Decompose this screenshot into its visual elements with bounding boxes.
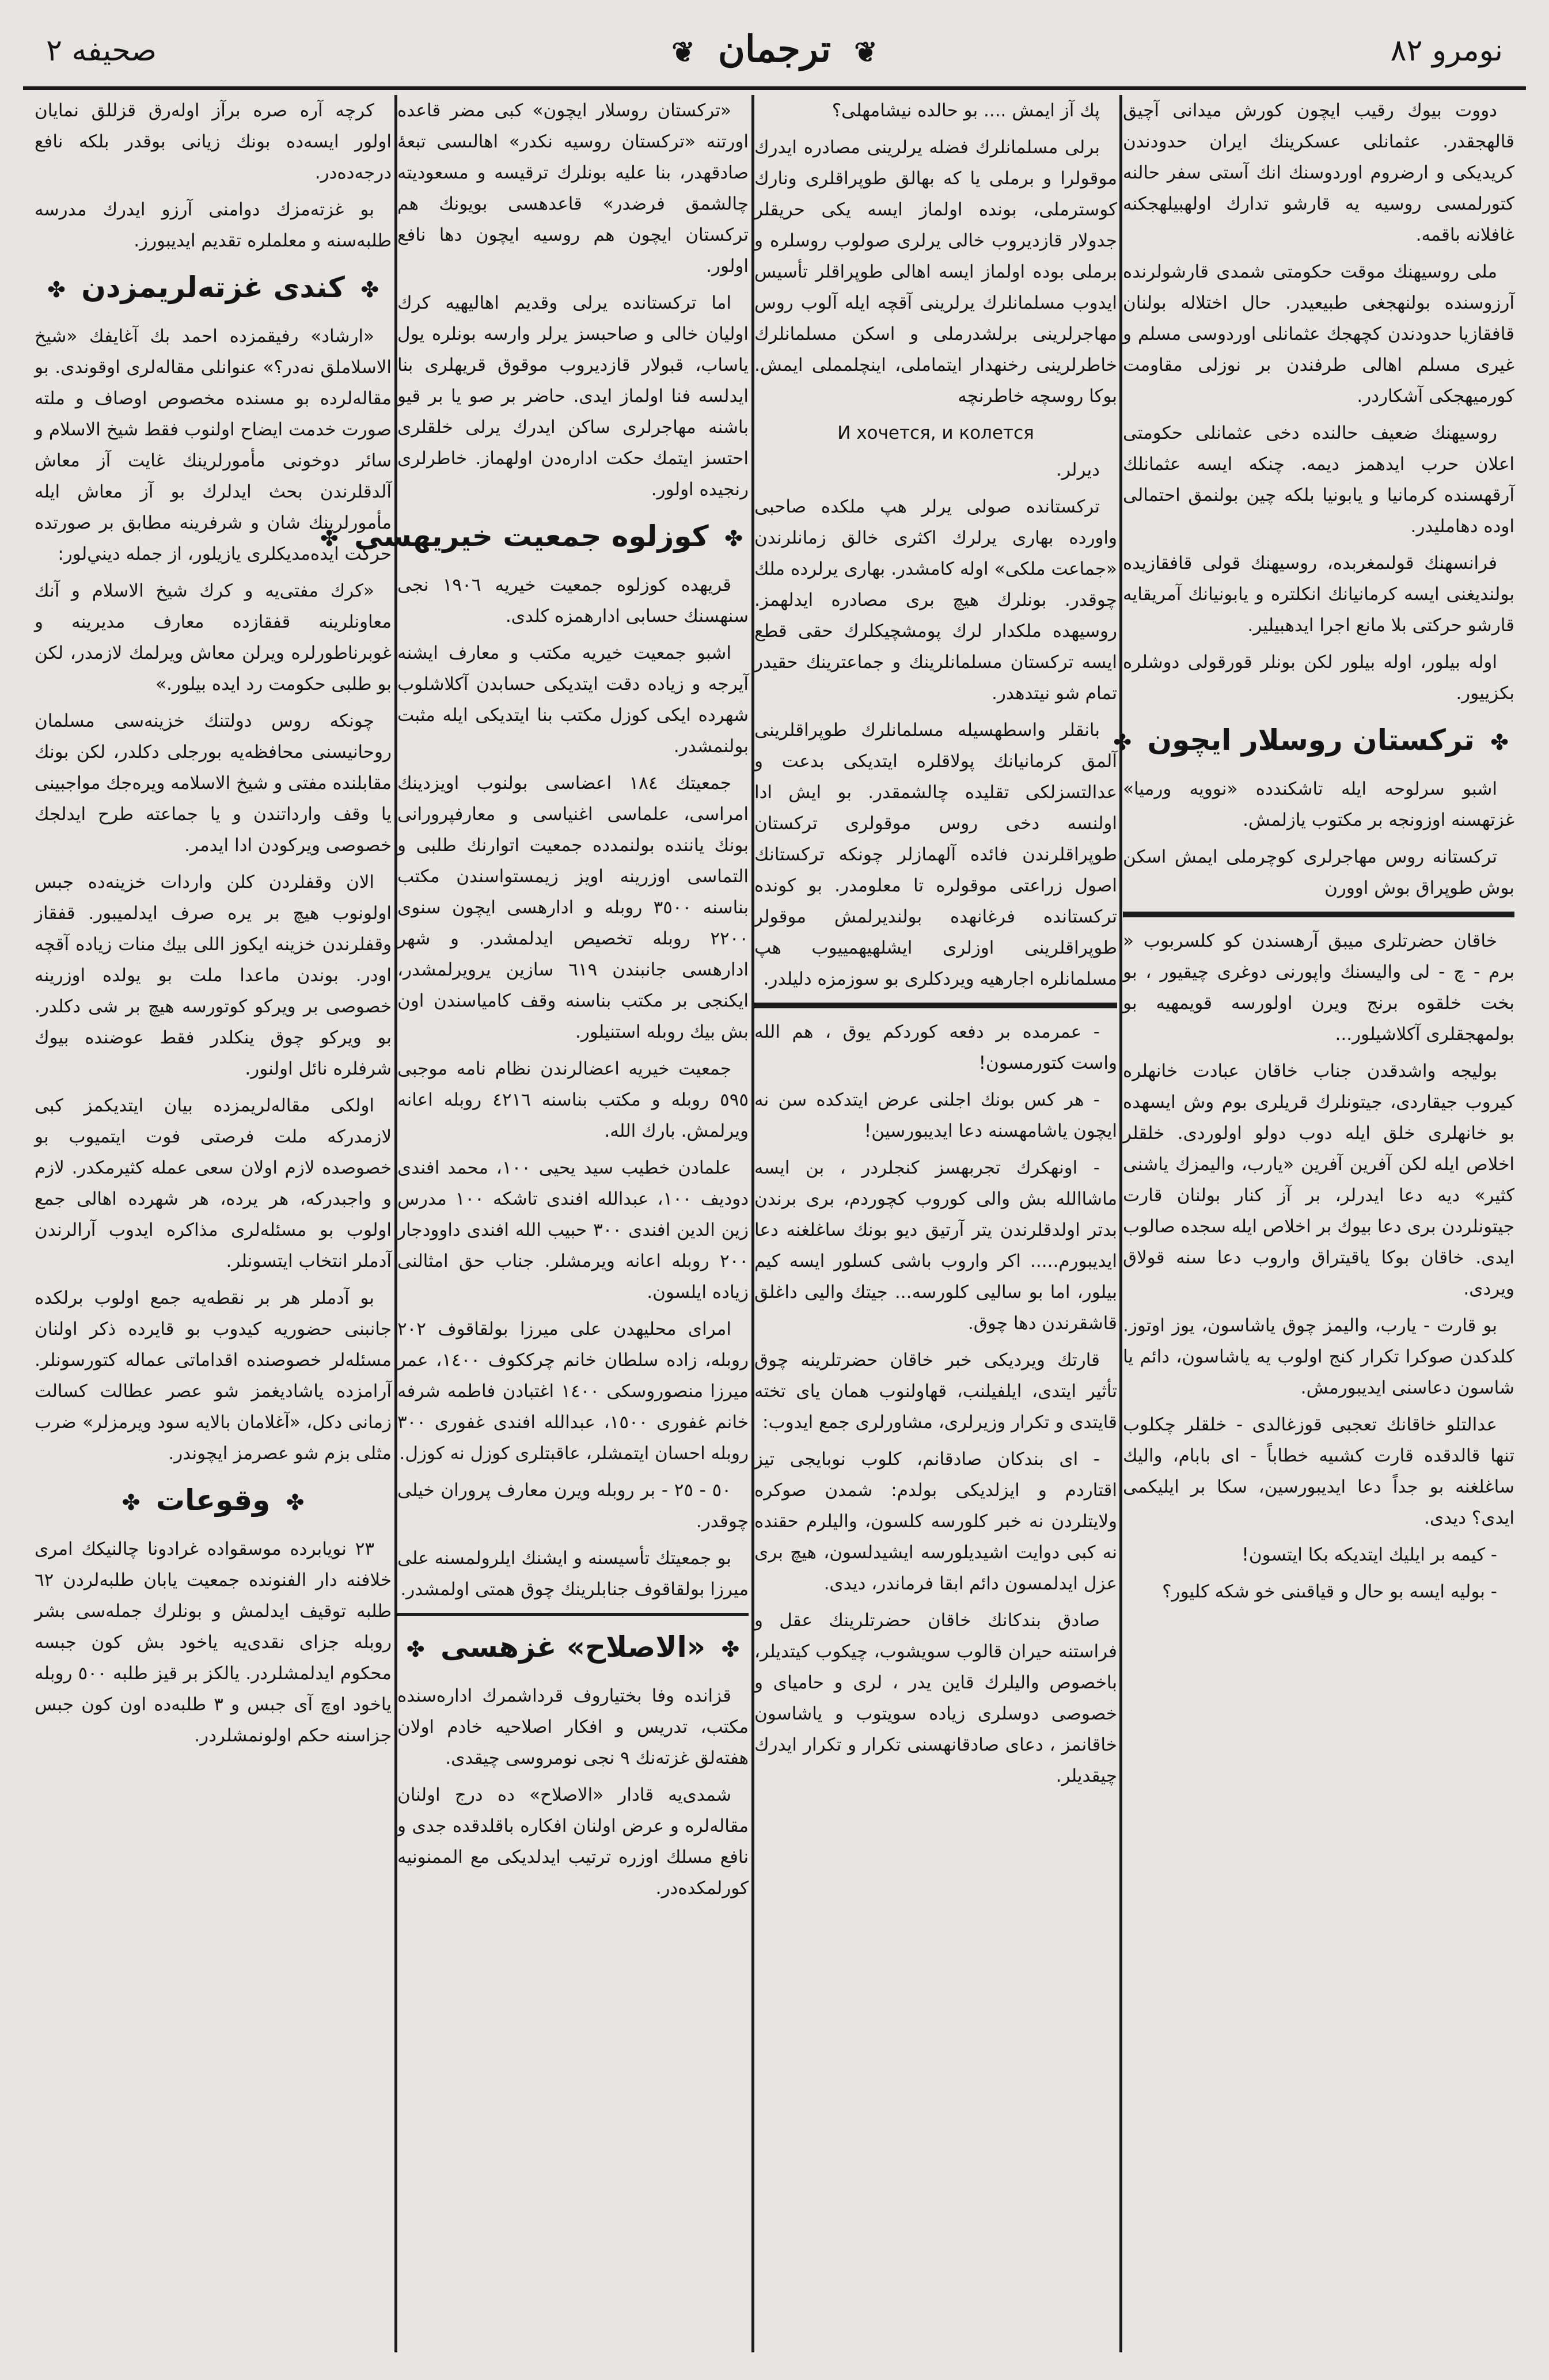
col4-article-1 [35,95,392,256]
section-divider [754,1003,1117,1008]
paragraph: - كيمه بر ايليك ايتديكه بكا ايتسون! [1242,1544,1497,1565]
ornament-icon: ✤ [1113,730,1132,755]
paragraph: بانقلر واسطهسيله مسلمانلرك طوپراقلرينى آلمق كرمانيانك پولاقلره ايتديكى بدعت و عدالتسزلكى تقليده چالشمقدر. بو ايش ادا اولنسه دخى روس موقولرى تركستان طوپراقلرندن فائده آلهمازلر چونكه تركستانك اصول زراعتى موقولره تا معلومدر. بو كونده تركستانده فرغانهده بولنديرلمش موقولر طوپراقلرينى اوزلرى ايشلهيهمييوب هپ مسلمانلره اجارهيه ويردكلرى بو سوزمزه دليلدر. [754,720,1117,989]
ornament-icon: ✤ [724,526,743,551]
paragraph: بو آدملر هر بر نقطه‌يه جمع اولوب برلكده جانبنى حضوريه كيدوب بو قايرده ذكر اولنان مسئله‌لر خصوصنده اقداماتى عماله كتورسونلر. آرامزده ياشاديغمز شو عصر عطالت كسالت زمانى دكل، «آغلامان بالايه سود ويرمزلر» ضرب مثلى بزم شو عصرمز ايچوندر. [35,1288,392,1464]
paragraph: صادق بندكانك خاقان حضرتلرينك عقل و فراستنه حيران قالوب سويشوب، چيكوب كيتديلر، باخصوص واليلرك قاين يدر ، لرى و حامياى و خصوصى دوسلرى زياده سويتوب و ياشاسون خاقانمز ، دعاى صادقانهسنى تكرار و تكرار ايدرك چيقديلر. [754,1610,1117,1786]
headline-text: كوزلوه جمعيت خيريهسى [354,519,709,553]
column-divider [1119,95,1122,2352]
col4-article-3 [35,1533,392,1751]
paragraph: ٥٠ - ٢٥ - بر روبله ويرن معارف پروران خيلى چوقدر. [397,1480,749,1532]
col1-article-1 [1123,95,1514,709]
page-number: صحيفه ٢ [46,33,157,68]
paragraph: تركستانه روس مهاجرلرى كوچرملى ايمش اسكن بوش طوپراق بوش اوورن [1123,847,1514,898]
ornament-icon: ✤ [122,1490,141,1515]
paragraph: بو جمعيتك تأسيسنه و ايشنك ايلرولمسنه على ميرزا بولقاقوف جنابلرينك چوق همتى اولمشدر. [397,1548,749,1600]
paragraph: دووت بيوك رقيب ايچون كورش ميدانى آچيق قالهجقدر. عثمانلى عسكرينك ايران حدودندن كريديكى و ارضروم اوردوسنك انك آستى سفر حالنه كتورلمسى روسيه يه قارشو تدارك اولهبيلهجكنه غافلانه باقمه. [1123,100,1514,245]
paragraph: ٢٣ نويابرده موسقواده غرادونا چالنيكك امرى خلافنه دار الفنونده جمعيت يابان طلبه‌لردن ٦٢ طلبه توقيف ايدلمش و بونلرك جمله‌سى بشر روبله جزاى نقدى‌يه ياخود بش كون جبسه محكوم ايدلمشلردر. يالكز بر قيز طلبه ٥٠٠ روبله ياخود اوچ آى جبس و ٣ طلبه‌ده اون كون جبس جزاسنه حكم اولونمشلردر. [35,1539,392,1746]
col3-article-3 [397,1680,749,1904]
ornament-left-icon: ❦ [671,36,695,69]
newspaper-title [23,28,1526,71]
paragraph: - بوليه ايسه بو حال و قياقىنى خو شكه كليور؟ [1162,1581,1497,1602]
col2-article-2 [754,1016,1117,1791]
paragraph: كرچه آره صره برآز اوله‌رق قزللق نمايان اولور ايسه‌ده بونك زيانى بوقدر بلكه نافع درجه‌ده‌در. [35,100,392,183]
paragraph: چونكه روس دولتنك خزينه‌سى مسلمان روحانيسنى محافظه‌يه بورجلى دكلدر، لكن بونك مقابلنده مفتى و شيخ الاسلامه ويره‌جك مواجبينى يا وقف وارداتندن و يا جماعته طرح ايدلجك خصوصى ويركودن ادا ايدمر. [35,711,392,856]
paragraph: روسيهنك ضعيف حالنده دخى عثمانلى حكومتى اعلان حرب ايدهمز ديمه. چنكه ايسه عثمانلك آرقهسنده كرمانيا و يابونيا بلكه چين بولنمق احتمالى اوده دهامليدر. [1123,423,1514,537]
paragraph: قزانده وفا بختياروف قرداشمرك اداره‌سنده مكتب، تدريس و افكار اصلاحيه خادم اولان هفته‌لق غزته‌نك ٩ نجى نومروسى چيقدى. [397,1686,749,1768]
paragraph: فرانسهنك قولىمغربده، روسيهنك قولى قافقازيده بولنديغنى ايسه كرمانيانك انكلتره و يابونيانك آمريقايه قارشو حركتى بلا مانع اجرا ايدهبيلير. [1123,553,1514,636]
headline-turkestan [1113,717,1514,765]
ornament-icon: ✤ [286,1490,305,1515]
paragraph: قريهده كوزلوه جمعيت خيريه ١٩٠٦ نجى سنهسنك حسابى ادارهمزه كلدى. [397,575,749,627]
ornament-right-icon: ❦ [854,36,878,69]
paragraph: ديرلر. [1056,460,1100,480]
paragraph: علمادن خطيب سيد يحيى ١٠٠، محمد افندى دوديف ١٠٠، عبدالله افندى تاشكه ١٠٠ مدرس زين الدين افندى ٣٠٠ حبيب الله افندى داوودجار ٢٠٠ روبله اعانه ويرمشلر. جناب حق امثالنى زياده ايلسون. [397,1157,749,1303]
paragraph: شمدى‌يه قادار «الاصلاح» ده درج اولنان مقاله‌لره و عرض اولنان افكاره باقلدقده جدى و نافع مسلك اوزره ترتيب ايدلديكى مع الممنونيه كورلمكده‌در. [397,1785,749,1899]
paragraph: تركستانده صولى يرلر هپ ملكده صاحبى واورده بهارى يرلرك اكثرى خالق زمانلرندن «جماعت ملكى» اوله كامشدر. بهارى يرلرده ملك چوقدر. بونلرك هيچ برى مصادره ايدلهمز. روسيهده ملكدار لرك پومشچيكلرك حقى قطع ايسه تركستان مسلمانلرينك و جماعترينك حقيدر تمام شو نيتدهدر. [754,496,1117,704]
section-divider [397,1613,749,1616]
col3-article-2 [397,570,749,1605]
paragraph-russian-quote: И хочется, и колется [837,423,1034,443]
paragraph: ملى روسيهنك موقت حكومتى شمدى قارشولرنده آرزوسنده بولنهجغى طبيعيدر. حال اختلاله بولنان قافقازيا حدودندن كچهجك عثمانلى اوردوسى مسلم و غيرى مسلم اهالى طرفندن بر نوزلى مقاومت كورميهجكى آشكاردر. [1123,261,1514,407]
column-2 [754,95,1117,2352]
headline-al-islah [397,1624,749,1672]
paragraph: عدالتلو خاقانك تعجبى قوزغالدى - خلقلر چكلوب تنها قالدقده قارت كشىيه خطاباً - اى بابام، واليك ساغلغنه بو جداً دعا ايديبورسين، سكا بر ايليكمى ايدى؟ ديدى. [1123,1414,1514,1528]
paragraph: اشبو سرلوحه ايله تاشكندده «نوويه ورميا» غزتهسنه اوزونجه بر مكتوب يازلمش. [1123,779,1514,830]
section-divider [1123,912,1514,917]
paragraph: اما تركستانده يرلى وقديم اهاليهيه كرك اوليان خالى و صاحبسز يرلر وارسه بونلره يول ياساب، قبولار قازديروب موقوق قريهلرى بنا ايدلسه فنا اولماز ايدى. حاضر بر صو يا بر قيو باشنه مهاجرلرى ساكن ايدرك يرلى خلقلرى احتسز ايتمك حكت اداره‌دن اولهماز. خاطرلرى رنجيده اولور. [397,293,749,500]
column-4 [35,95,392,2352]
paragraph: - عمرمده بر دفعه كوردكم يوق ، هم الله واست كتورمسون! [754,1022,1117,1073]
newspaper-title-text: ترجمان [717,28,832,71]
paragraph: بو قارت - يارب، واليمز چوق ياشاسون، يوز اوتوز. كلدكدن صوكرا تكرار كنج اولوب يه ياشاسون، دائم يا شاسون دعاسنى ايديبورمش. [1123,1315,1514,1398]
headline-text: تركستان روسلار ايچون [1147,723,1475,757]
col3-article-1 [397,95,749,505]
col1-article-3 [1123,925,1514,1607]
col1-article-2 [1123,773,1514,904]
headline-events [35,1477,392,1525]
paragraph: جمعيتك ١٨٤ اعضاسى بولنوب اويزدينك امراسى، علماسى اغنياسى و معارفپرورانى بونك ياننده بولنمدده جمعيت اتوارنك طلبى و التماسى اوزرينه اويز زيمستواسندن مكتب بناسنه ٣٥٠٠ روبله و ادارهسى ايچون سنوى ٢٢٠٠ روبله تخصيص ايدلمشدر. و شهر ادارهسى جانبندن ٦١٩ سازين يرويرلمشدر، ايكنجى بر مكتب بناسنه وقف كامياسندن اون بش بيك روبله استنيلور. [397,773,749,1042]
ornament-icon: ✤ [47,277,66,302]
paragraph: الان وقفلردن كلن واردات خزينه‌ده جبس اولونوب هيچ بر يره صرف ايدلميبور. قفقاز وقفلرندن خزينه ايكوز اللى بيك منات زياده آقچه اودر. بوندن ماعدا ملت بو يولده اوزرينه خصوصى بر ويركو كوتورسه هيچ بر شى دكلدر. بو ويركو چوق ينكلدر فقط عوضنده بيوك شرفلره نائل اولنور. [35,872,392,1079]
paragraph: قارتك ويرديكى خبر خاقان حضرتلرينه چوق تأثير ايتدى، ايلفيلنب، قهاولنوب همان ياى تخته قايتدى و تكرار وزيرلرى، مشاورلرى جمع ايدوب: [754,1350,1117,1433]
paragraph: جمعيت خيريه اعضالرندن نظام نامه موجبى ٥٩٥ روبله و مكتب بناسنه ٤٢١٦ روبله اعانه ويرلمش. بارك الله. [397,1058,749,1141]
paragraph: «تركستان روسلار ايچون» كبى مضر قاعده اورتنه «تركستان روسيه نكدر» اهالىسى تبعهٔ صادقهدر، بنا عليه بونلرك ترقيسه و مسعوديته چالشمق فرضدر» قاعدهسى بويونك هم تركستان ايچون هم روسيه ايچون دها نافع اولور. [397,100,749,276]
issue-number: نومرو ٨٢ [1390,33,1503,68]
paragraph: برلى مسلمانلرك فضله يرلرينى مصادره ايدرك موقولرا و برملى يا كه بهالق طوپراقلرى ونارك كوسترملى، بونده اولماز ايسه يكى حريقلر جدولار قازديروب خالى يرلرى صولوب روسلره و برملى بوده اولماز ايسه اهالى طوپراقلر تأسيس ايدوب مسلمانلرك يرلرينى آقچه ايله آلوب روس مهاجرلرينى برلشدرملى و اسكن مسلمانلرك خاطرلرينى رخنهدار ايتماملى، اينچلمملى ايمش. بوكا روسچه خاطرنچه [754,137,1117,407]
headline-kozlova-society [320,513,749,561]
paragraph: اوله بيلور، اوله بيلور لكن بونلر قورقولى دوشلره بكزييور. [1123,652,1514,704]
paragraph: بوليجه واشدقدن جناب خاقان عبادت خانهلره كيروب جيقاردى، جيتونلرك قريلرى بوم وش ايسهده بو خانهلرى خلق ايله دوب دولو اولوردى. خلقلر اخلاص ايله لكن آفرين آفرين «يارب، واليمزك ياشنى كثير» ديه دعا ايدرلر، بر آز كنار بولنان قارت جيتونلردن برى دعا بيوك بر اخلاص ايله سجده صالوب ايدى. خاقان بوكا ياقيتراق واروب دعا سنه قولاق ويردى. [1123,1061,1514,1299]
paragraph: - اى بندكان صادقانم، كلوب نوبايجى تيز اقتاردم و ايزلديكى بولدم: شمدن صوكره ولايتلردن نه خبر كلورسه كلسون، واليلرم حقنده نه كبى دوايت اشيديلورسه ايشيدلسون، هيچ برى عزل ايدلمسون دائم ابقا فرماندر، ديدى. [754,1449,1117,1594]
paragraph: اولكى مقاله‌لريمزده بيان ايتديكمز كبى لازمدركه ملت فرصتى فوت ايتميوب بو خصوصده لازم اولان سعى عمله كثيرمكدر. لازم و واجبدركه، هر يرده، هر شهرده اهالى جمع اولوب بو مسئله‌لرى مذاكره ايدوب آرالرندن آدملر انتخاب ايتسونلر. [35,1095,392,1271]
paragraph: خاقان حضرتلرى ميبق آرهسندن كو كلسربوب « برم - چ - لى واليسنك واپورنى دوغرى چيقيور ، بو بخت خلقوه برنج ويرن اولورسه قويمهيه بو بولمهجقلرى آكلاشيلور... [1123,931,1514,1045]
ornament-icon: ✤ [1490,730,1509,755]
col2-article-1 [754,95,1117,994]
ornament-icon: ✤ [721,1637,740,1662]
ornament-icon: ✤ [406,1637,425,1662]
col4-article-2 [35,321,392,1469]
paragraph: «ارشاد» رفيقمزده احمد بك آغايفك «شيخ الاسلاملق نه‌در؟» عنوانلى مقاله‌لرى اوقوندى. بو مقاله‌لرده بو مسنده مخصوص اوصاف و ملته صورت خدمت ايضاح اولنوب فقط شيخ الاسلام و سائر دوخونى مأمورلرينك غايت آز معاش آلدقلرندن بحث ايدلرك بو آز معاش ايله مأمورلرينك شان و شرفرينه مطابق بر صورتده حركت ايده‌مديكلرى يازيلور، از جمله ديني‌لور: [35,326,392,564]
column-3 [320,95,749,2352]
column-1 [1113,95,1514,2352]
paragraph: پك آز ايمش .... بو حالده نيشامهلى؟ [832,100,1100,121]
paragraph: - هر كس بونك اجلنى عرض ايتدكده سن نه ايچون ياشامهسنه دعا ايديبورسين! [754,1090,1117,1141]
ornament-icon: ✤ [360,277,379,302]
paragraph: اشبو جمعيت خيريه مكتب و معارف ايشنه آيرجه و زياده دقت ايتديكى حسابدن آكلاشلوب شهرده ايكى كوزل مكتب بنا ايتديكى ايله مثبت بولنمشدر. [397,643,749,757]
paragraph: «كرك مفتى‌يه و كرك شيخ الاسلام و آنك معاونلرينه قفقازده معارف مديرينه و غوبرناطورلره ويرلن معاش ويرلمك لازمدر، لكن بو طلبى حكومت رد ايده بيلور.» [35,580,392,694]
headline-own-newspapers [35,264,392,313]
headline-text: كندى غزته‌لريمزدن [81,271,345,304]
ornament-icon: ✤ [320,526,339,551]
page-header [23,23,1526,90]
paragraph: بو غزته‌مزك دوامنى آرزو ايدرك مدرسه طلبه‌سنه و معلملره تقديم ايديبورز. [35,199,392,251]
paragraph: - اونهكرك تجربهسز كنجلردر ، بن ايسه ماشاالله بش والى كوروب كچوردم، برى برندن بدتر اولدقلرندن يتر آرتيق ديو بونك ساغلغنه دعا ايديبورم..... اكر واروب باشى كسلور ايسه كيم بيلور، اما بو ساليى كلورسه... جيتك واليى داغلق قاشقرندن دها چوق. [754,1157,1117,1334]
headline-text: «الاصلاح» غزهسى [440,1630,706,1664]
paragraph: امراى محليهدن على ميرزا بولقاقوف ٢٠٢ روبله، زاده سلطان خانم چرككوف ١٤٠٠، عمر ميرزا منصوروسكى ١٤٠٠ اغتبادن فاطمه شرفه خانم غفورى ١٥٠٠، عبدالله افندى غفورى ٣٠٠ روبله احسان ايتمشلر، عاقبتلرى كوزل نه كوزل. [397,1319,749,1464]
headline-text: وقوعات [155,1483,271,1517]
